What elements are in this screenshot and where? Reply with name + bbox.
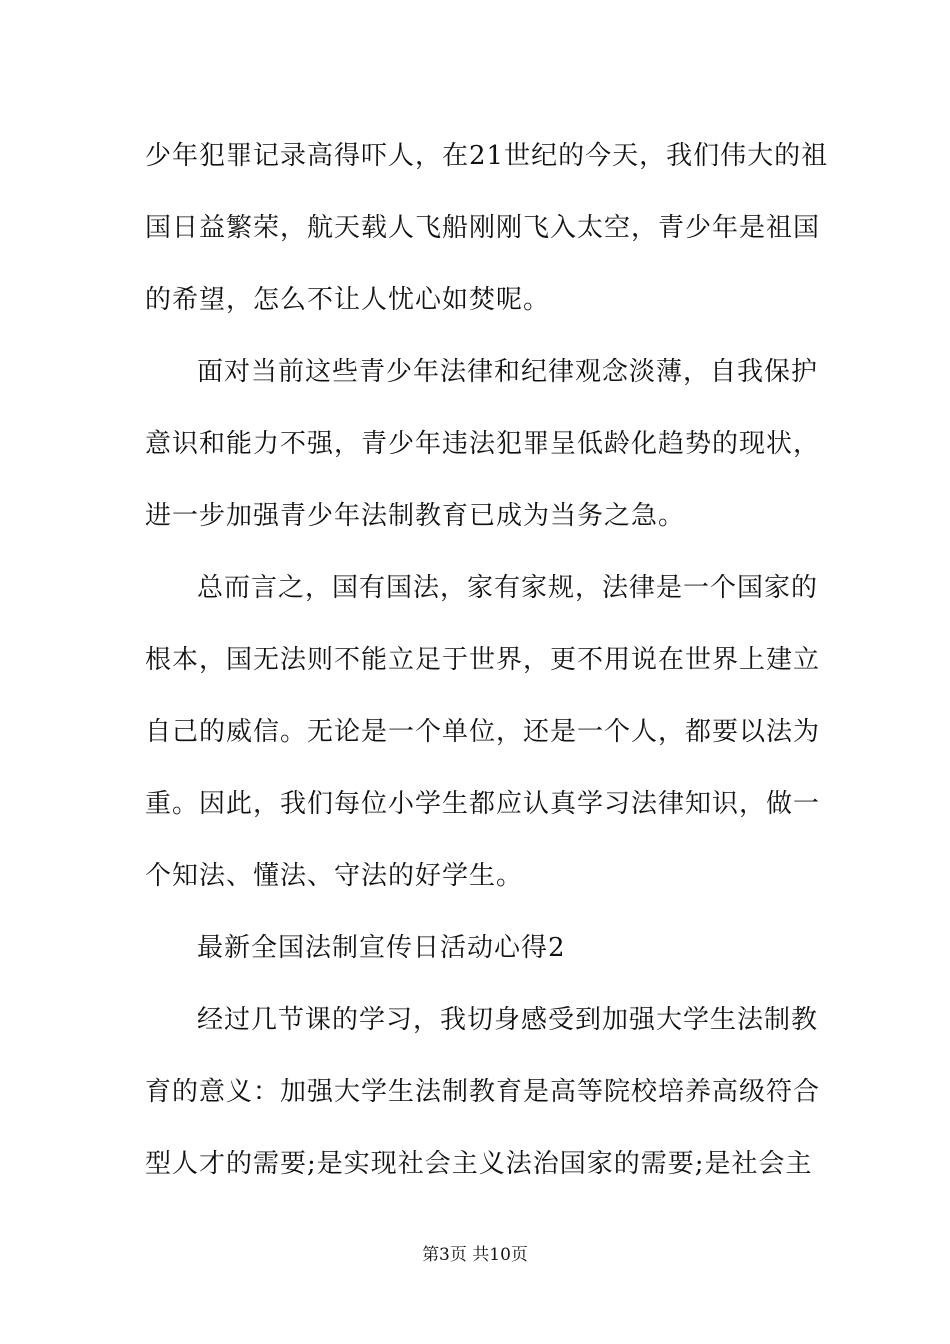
text-line: 进一步加强青少年法制教育已成为当务之急。 [145, 501, 686, 531]
text-line: 育的意义：加强大学生法制教育是高等院校培养高级符合 [145, 1077, 821, 1107]
text-line: 少年犯罪记录高得吓人，在21世纪的今天，我们伟大的祖 [145, 141, 829, 171]
paragraph-first-line: 经过几节课的学习，我切身感受到加强大学生法制教 [197, 1005, 819, 1035]
text-line: 国日益繁荣，航天载人飞船刚刚飞入太空，青少年是祖国 [145, 213, 821, 243]
text-line: 型人才的需要;是实现社会主义法治国家的需要;是社会主 [145, 1149, 813, 1179]
paragraph-first-line: 总而言之，国有国法，家有家规，法律是一个国家的 [197, 573, 819, 603]
paragraph-first-line: 面对当前这些青少年法律和纪律观念淡薄，自我保护 [197, 357, 819, 387]
page-number-footer: 第3页 共10页 [422, 1245, 528, 1265]
text-line: 自己的威信。无论是一个单位，还是一个人，都要以法为 [145, 717, 821, 747]
text-line: 的希望，怎么不让人忧心如焚呢。 [145, 285, 551, 315]
section-heading: 最新全国法制宣传日活动心得2 [197, 933, 566, 963]
text-line: 根本，国无法则不能立足于世界，更不用说在世界上建立 [145, 645, 821, 675]
text-line: 意识和能力不强，青少年违法犯罪呈低龄化趋势的现状， [145, 429, 821, 459]
text-line: 个知法、懂法、守法的好学生。 [145, 861, 524, 891]
text-line: 重。因此，我们每位小学生都应认真学习法律知识，做一 [145, 789, 821, 819]
